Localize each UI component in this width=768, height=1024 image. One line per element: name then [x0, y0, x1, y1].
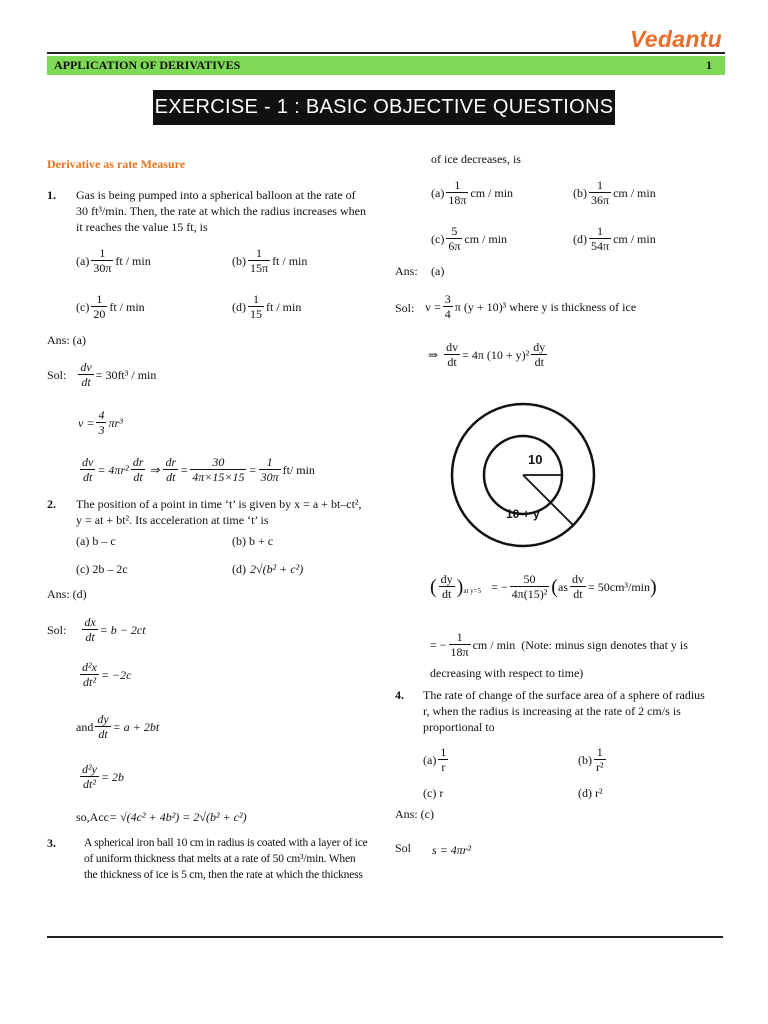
q3-option-d: (d) $\frac{1}{54\pi}$ cm / min	[573, 224, 656, 253]
q3-option-a: (a) $\frac{1}{18\pi}$ cm / min	[431, 178, 514, 207]
q2-sol-line5: so,Acc = √(4c² + 4b²) = 2√(b² + c²)	[76, 810, 247, 824]
q4-option-b: (b) $\frac{1}{\text{r²}}$	[578, 745, 604, 774]
q2-option-b: (b) b + c	[232, 534, 274, 548]
q4-answer: Ans: (c)	[395, 807, 434, 821]
q3-sol-line4: = − $\frac{1}{18\pi}$ cm / min (Note: minus sign denotes that y is	[430, 630, 688, 659]
q3-sol-line1: v = $\frac{3}{4}$ π (y + 10)³ where y is thickness of ice	[425, 292, 637, 321]
q4-option-a: (a) $\frac{1}{r}$	[423, 745, 447, 774]
q2-sol-line1: Sol: $\frac{dx}{dt}$ = b − 2ct	[47, 615, 146, 644]
q2-text: The position of a point in time ‘t’ is given by x = a + bt–ct², y = at + bt². Its acceleration at time ‘t’ is	[76, 497, 362, 527]
exercise-title: EXERCISE - 1 : BASIC OBJECTIVE QUESTIONS	[153, 90, 615, 125]
q4-number: 4.	[395, 688, 404, 702]
page-number: 1	[706, 58, 712, 72]
q3-text-continued: of ice decreases, is	[431, 152, 521, 166]
q4-sol-line1: s = 4πr²	[432, 843, 472, 857]
q3-option-b: (b) $\frac{1}{36\pi}$ cm / min	[573, 178, 656, 207]
q2-option-c: (c) 2b – 2c	[76, 562, 128, 576]
q1-option-c: (c) $\frac{1}{20}$ ft / min	[76, 292, 145, 321]
q3-answer-label: Ans:	[395, 264, 418, 278]
q3-text: A spherical iron ball 10 cm in radius is coated with a layer of ice of uniform thickness that melts at a rate of 50 cm³/min. When the thickness of ice is 5 cm, then the rate at which the thickness	[84, 837, 368, 881]
q3-sol-label: Sol:	[395, 301, 415, 315]
q4-option-c: (c) r	[423, 786, 444, 800]
ice-ball-diagram	[448, 400, 598, 550]
q1-sol-line3: $\frac{dv}{dt}$ = 4πr² $\frac{dr}{dt}$ ⇒ $\frac{dr}{dt}$ = $\frac{30}{4\pi\times 15\times 15}$ = $\frac{1}{30\pi}$ ft/ min	[82, 455, 315, 484]
q4-text: The rate of change of the surface area of a sphere of radius r, when the radius is increasing at the rate of 2 cm/s is proportional to	[423, 688, 705, 734]
q3-answer: (a)	[431, 264, 445, 278]
q1-sol-line2: v = $\frac{4}{3}$ πr³	[78, 408, 123, 437]
q2-option-a: (a) b – c	[76, 534, 116, 548]
q4-option-d: (d) r²	[578, 786, 603, 800]
section-title: Derivative as rate Measure	[47, 157, 186, 171]
q1-sol-line1: Sol: $\frac{dv}{dt}$ = 30ft³ / min	[47, 360, 157, 389]
q1-answer: Ans: (a)	[47, 333, 86, 347]
q2-answer: Ans: (d)	[47, 587, 87, 601]
q2-sol-line4: $\frac{\text{d²y}}{\text{dt²}}$ = 2b	[82, 762, 125, 791]
chapter-title: APPLICATION OF DERIVATIVES	[54, 58, 241, 72]
q3-sol-line2: ⇒ $\frac{dv}{dt}$ = 4π (10 + y)² $\frac{dy}{dt}$	[428, 340, 546, 369]
q1-option-a: (a) $\frac{1}{30\pi}$ ft / min	[76, 246, 151, 275]
q1-option-d: (d) $\frac{1}{15}$ ft / min	[232, 292, 302, 321]
q4-sol-label: Sol	[395, 841, 412, 855]
q2-option-d: (d) 2√(b² + c²)	[232, 562, 304, 576]
q2-number: 2.	[47, 497, 56, 511]
q2-sol-line2: $\frac{\text{d²x}}{\text{dt²}}$ = −2c	[82, 660, 132, 689]
brand-logo: Vedantu	[630, 26, 722, 52]
q2-sol-line3: and $\frac{dy}{dt}$ = a + 2bt	[76, 712, 160, 741]
inner-radius-label: 10	[528, 452, 543, 467]
outer-radius-label: 10 + y	[506, 507, 540, 521]
bottom-rule	[47, 936, 723, 938]
q1-number: 1.	[47, 188, 56, 202]
q3-sol-line3: ( $\frac{dy}{dt}$ ) at y=5 = − $\frac{50}{\text{4π(15)²}}$ ( as $\frac{dv}{dt}$ = 50cm³/min )	[430, 572, 657, 601]
q3-option-c: (c) $\frac{5}{6\pi}$ cm / min	[431, 224, 508, 253]
q1-option-b: (b) $\frac{1}{15\pi}$ ft / min	[232, 246, 308, 275]
q3-sol-note: decreasing with respect to time)	[430, 666, 584, 680]
q1-text: Gas is being pumped into a spherical balloon at the rate of 30 ft³/min. Then, the rate at which the radius increases when it reaches the value 15 ft, is	[76, 188, 366, 234]
q3-number: 3.	[47, 836, 56, 850]
